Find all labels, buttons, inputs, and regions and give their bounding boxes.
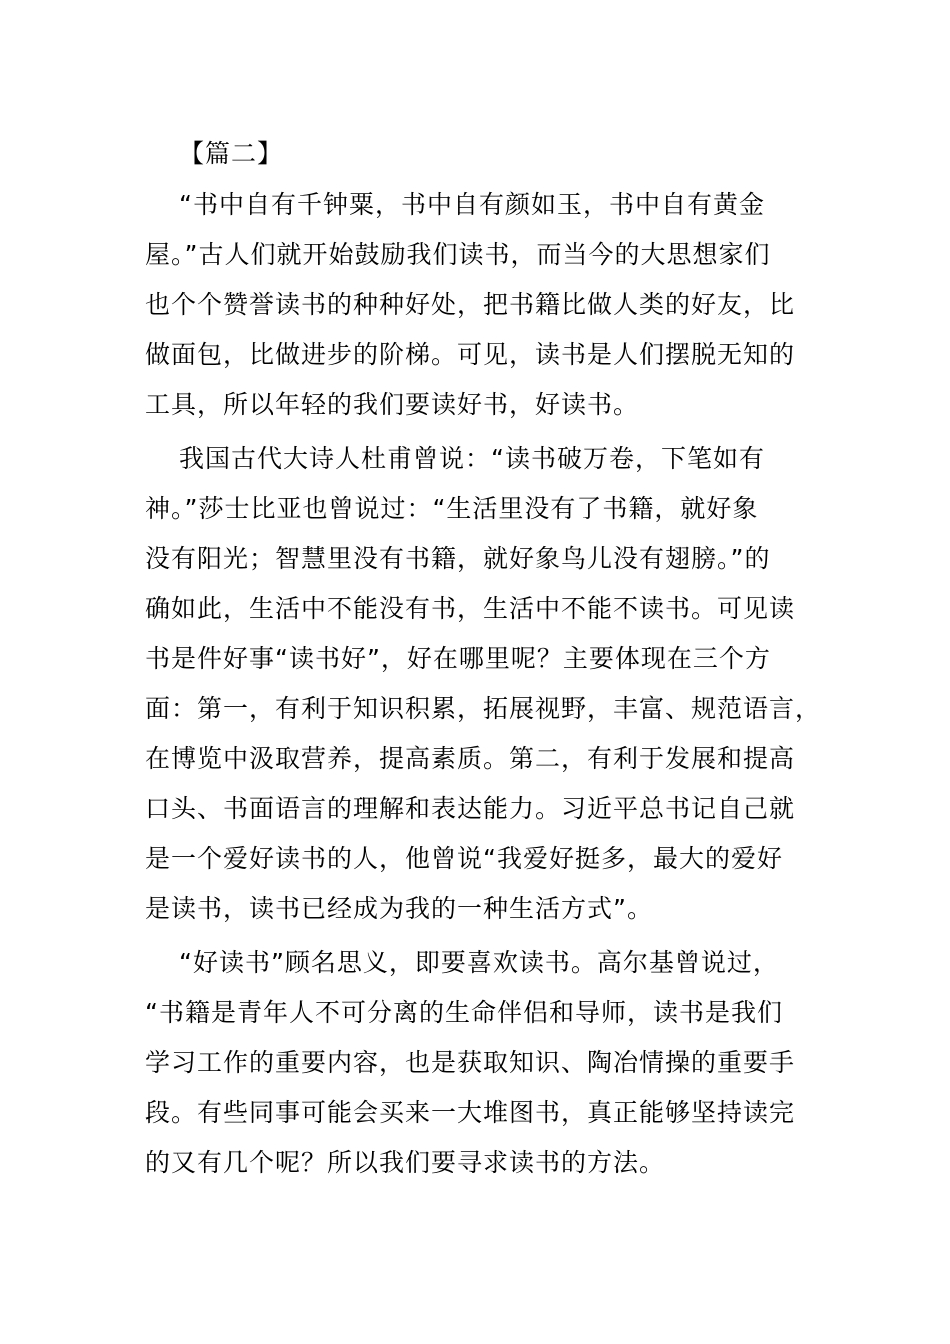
paragraph-line: 在博览中汲取营养，提高素质。第二，有利于发展和提高 [145, 744, 796, 773]
paragraph-line: “书籍是青年人不可分离的生命伴侣和导师，读书是我们 [145, 998, 783, 1027]
paragraph-line: 面：第一，有利于知识积累，拓展视野，丰富、规范语言， [145, 694, 822, 723]
paragraph-line: 是一个爱好读书的人，他曾说“我爱好挺多，最大的爱好 [145, 844, 783, 873]
paragraph-line: 段。有些同事可能会买来一大堆图书，真正能够坚持读完 [145, 1098, 796, 1127]
paragraph-line: 神。”莎士比亚也曾说过：“生活里没有了书籍，就好象 [145, 494, 759, 523]
paragraph-line: 确如此，生活中不能没有书，生活中不能不读书。可见读 [145, 594, 796, 623]
paragraph-line: “书中自有千钟粟，书中自有颜如玉，书中自有黄金 [179, 190, 765, 219]
paragraph-line: 做面包，比做进步的阶梯。可见，读书是人们摆脱无知的 [145, 340, 796, 369]
section-heading: 【篇二】 [179, 139, 284, 168]
paragraph-line: 也个个赞誉读书的种种好处，把书籍比做人类的好友，比 [145, 290, 796, 319]
paragraph-3 [145, 938, 795, 1188]
paragraph-line: 书是件好事“读书好”，好在哪里呢？主要体现在三个方 [145, 644, 771, 673]
paragraph-line: 的又有几个呢？所以我们要寻求读书的方法。 [145, 1148, 666, 1177]
paragraph-line: “好读书”顾名思义，即要喜欢读书。高尔基曾说过， [179, 948, 779, 977]
paragraph-line: 学习工作的重要内容，也是获取知识、陶冶情操的重要手 [145, 1048, 796, 1077]
paragraph-line: 工具，所以年轻的我们要读好书，好读书。 [145, 390, 640, 419]
paragraph-2 [145, 434, 822, 934]
paragraph-line: 没有阳光；智慧里没有书籍，就好象鸟儿没有翅膀。”的 [145, 544, 771, 573]
paragraph-1 [145, 180, 795, 430]
document-body [145, 129, 822, 1192]
paragraph-line: 我国古代大诗人杜甫曾说：“读书破万卷，下笔如有 [179, 444, 765, 473]
paragraph-line: 口头、书面语言的理解和表达能力。习近平总书记自己就 [145, 794, 796, 823]
paragraph-line: 屋。”古人们就开始鼓励我们读书，而当今的大思想家们 [145, 240, 771, 269]
paragraph-line: 是读书，读书已经成为我的一种生活方式”。 [145, 894, 653, 923]
